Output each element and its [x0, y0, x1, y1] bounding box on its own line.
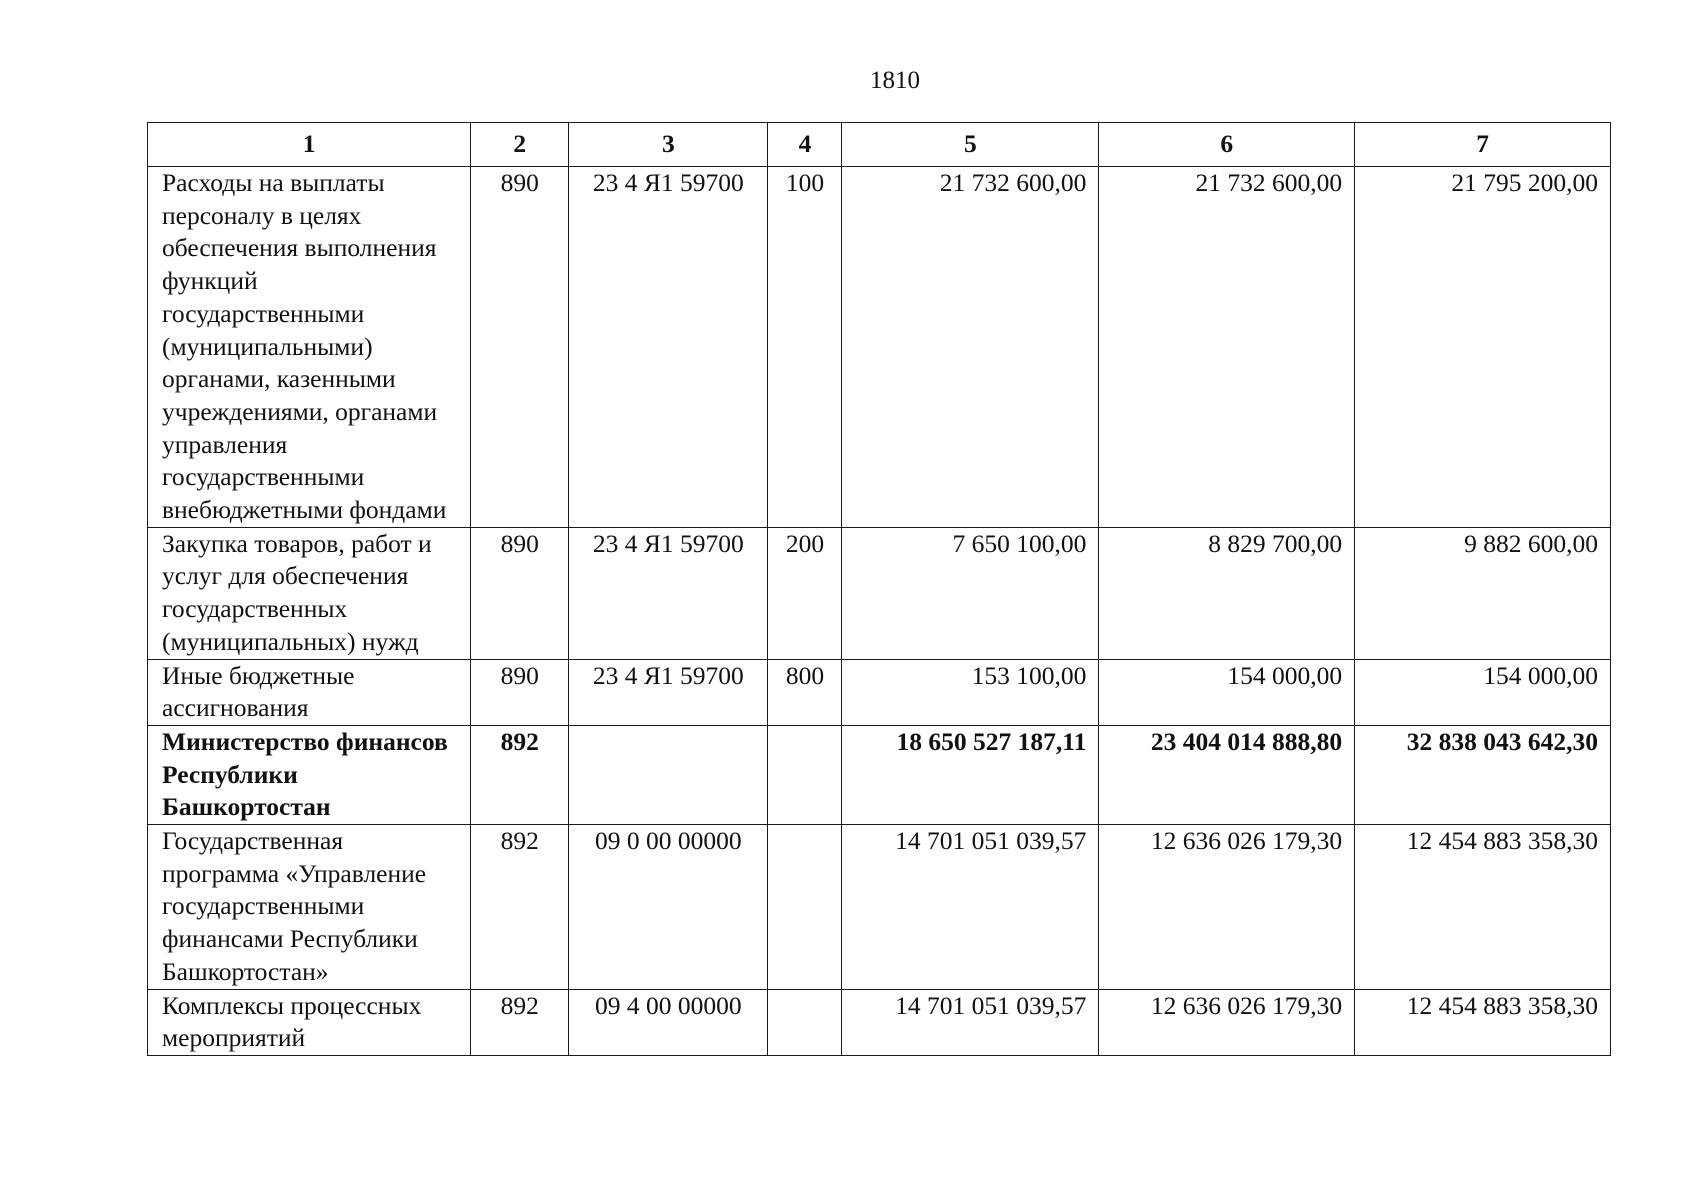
table-row [148, 659, 1611, 725]
row-amount-year2: 12 636 026 179,30 [1099, 825, 1355, 990]
row-amount-year2: 21 732 600,00 [1099, 167, 1355, 528]
row-amount-year3: 9 882 600,00 [1355, 527, 1611, 659]
row-csr [569, 725, 768, 824]
row-name: Комплексы процессных мероприятий [148, 989, 471, 1055]
row-ved: 892 [471, 725, 569, 824]
header-col-4: 4 [768, 123, 842, 167]
row-amount-year1: 153 100,00 [842, 659, 1099, 725]
row-amount-year3: 154 000,00 [1355, 659, 1611, 725]
row-amount-year3: 32 838 043 642,30 [1355, 725, 1611, 824]
row-amount-year1: 21 732 600,00 [842, 167, 1099, 528]
row-name: Министерство финансов Республики Башкортостан [148, 725, 471, 824]
row-csr: 09 0 00 00000 [569, 825, 768, 990]
row-vr [768, 989, 842, 1055]
row-ved: 892 [471, 825, 569, 990]
row-amount-year3: 12 454 883 358,30 [1355, 825, 1611, 990]
row-amount-year1: 14 701 051 039,57 [842, 989, 1099, 1055]
table-row [148, 989, 1611, 1055]
row-amount-year1: 14 701 051 039,57 [842, 825, 1099, 990]
row-amount-year3: 12 454 883 358,30 [1355, 989, 1611, 1055]
row-amount-year2: 12 636 026 179,30 [1099, 989, 1355, 1055]
row-name: Иные бюджетные ассигнования [148, 659, 471, 725]
row-vr [768, 825, 842, 990]
row-amount-year2: 154 000,00 [1099, 659, 1355, 725]
row-vr: 100 [768, 167, 842, 528]
row-csr: 23 4 Я1 59700 [569, 527, 768, 659]
row-ved: 890 [471, 659, 569, 725]
header-col-6: 6 [1099, 123, 1355, 167]
header-col-3: 3 [569, 123, 768, 167]
table-row [148, 725, 1611, 824]
row-vr [768, 725, 842, 824]
row-vr: 200 [768, 527, 842, 659]
row-name: Закупка товаров, работ и услуг для обеспечения государственных (муниципальных) нужд [148, 527, 471, 659]
row-amount-year1: 7 650 100,00 [842, 527, 1099, 659]
table-row [148, 825, 1611, 990]
row-amount-year1: 18 650 527 187,11 [842, 725, 1099, 824]
budget-table [147, 122, 1611, 1056]
row-name: Государственная программа «Управление государственными финансами Республики Башкортостан» [148, 825, 471, 990]
row-amount-year3: 21 795 200,00 [1355, 167, 1611, 528]
header-col-5: 5 [842, 123, 1099, 167]
table-row [148, 167, 1611, 528]
header-col-7: 7 [1355, 123, 1611, 167]
row-vr: 800 [768, 659, 842, 725]
row-amount-year2: 23 404 014 888,80 [1099, 725, 1355, 824]
row-amount-year2: 8 829 700,00 [1099, 527, 1355, 659]
row-csr: 23 4 Я1 59700 [569, 659, 768, 725]
row-csr: 09 4 00 00000 [569, 989, 768, 1055]
page-number: 1810 [870, 67, 920, 94]
header-col-2: 2 [471, 123, 569, 167]
row-ved: 890 [471, 167, 569, 528]
row-ved: 890 [471, 527, 569, 659]
row-ved: 892 [471, 989, 569, 1055]
row-name: Расходы на выплаты персоналу в целях обеспечения выполнения функций государственными (муниципальными) органами, казенными учреждениями, органами управления государственными внебюджетными фондами [148, 167, 471, 528]
row-csr: 23 4 Я1 59700 [569, 167, 768, 528]
table-row [148, 527, 1611, 659]
header-row [148, 123, 1611, 167]
header-col-1: 1 [148, 123, 471, 167]
